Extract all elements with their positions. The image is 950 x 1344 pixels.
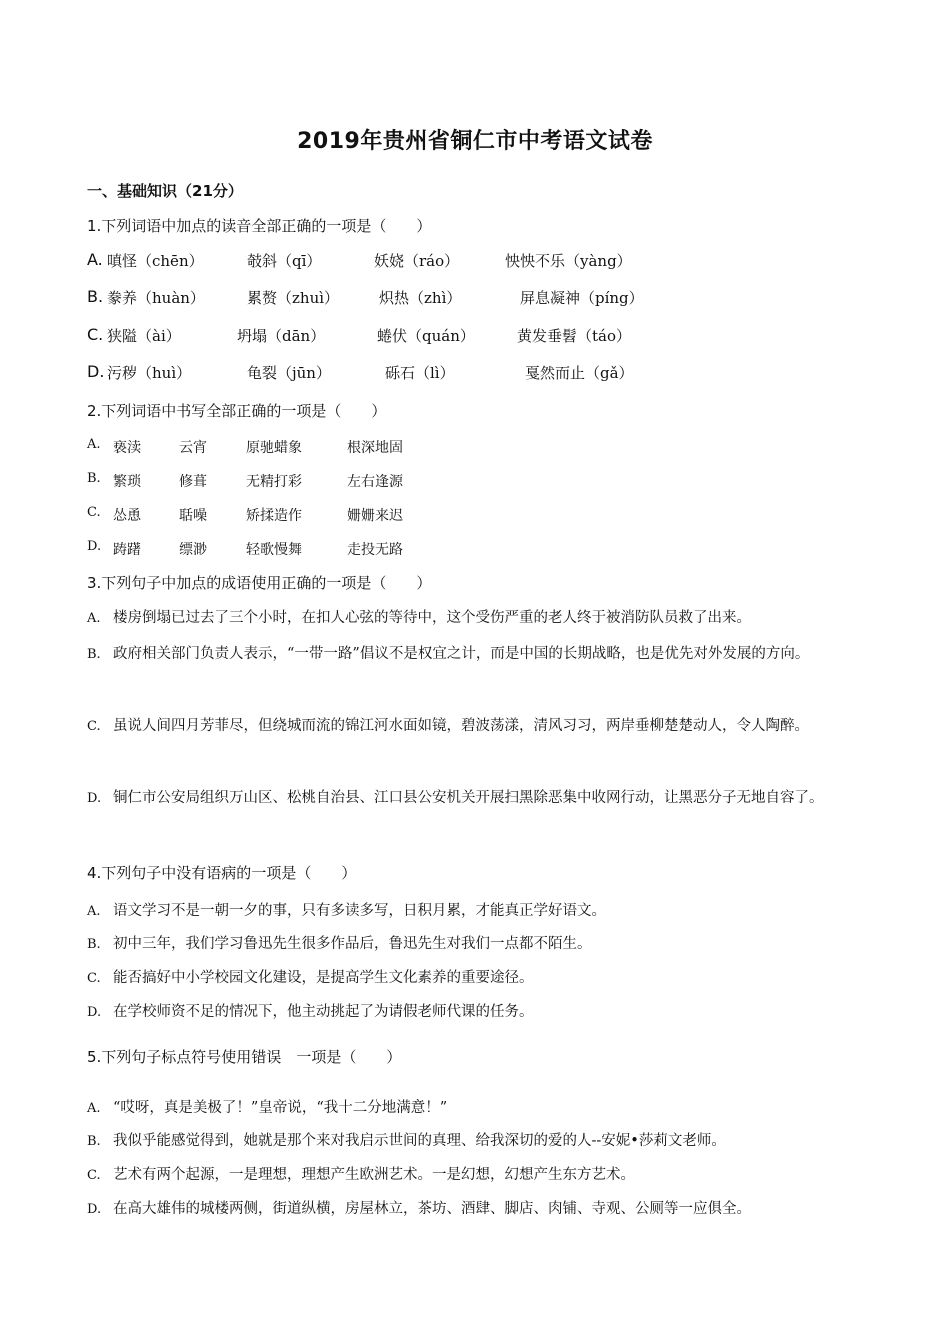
q2-c-word-4: 姗姗来迟 [347, 508, 403, 524]
question-5-stem: 5.下列句子标点符号使用错误 一项是（ ） [87, 1048, 402, 1066]
option-label: D. [87, 539, 102, 554]
q5-option-c[interactable] [87, 1163, 857, 1184]
q1-c-word-2: 坍塌（dān） [237, 327, 326, 345]
q5-option-a[interactable] [87, 1096, 857, 1117]
option-label: C. [87, 971, 101, 986]
q3-option-d[interactable] [87, 780, 852, 817]
q3-option-b[interactable] [87, 636, 852, 673]
q5-a-text: “哎呀，真是美极了！”皇帝说，“我十二分地满意！” [113, 1100, 448, 1116]
option-label: D. [87, 1005, 102, 1020]
page-title: 2019年贵州省铜仁市中考语文试卷 [297, 129, 653, 154]
q3-option-c[interactable] [87, 708, 852, 745]
q1-a-word-2: 攲斜（qī） [247, 252, 322, 270]
q2-a-word-2: 云宵 [179, 440, 207, 456]
q4-d-text: 在学校师资不足的情况下，他主动挑起了为请假老师代课的任务。 [113, 1004, 534, 1020]
q1-a-word-3: 妖娆（ráo） [374, 252, 460, 270]
q4-option-c[interactable] [87, 966, 857, 987]
q1-d-word-2: 龟裂（jūn） [247, 364, 331, 382]
q4-c-text: 能否搞好中小学校园文化建设，是提高学生文化素养的重要途径。 [113, 970, 534, 986]
question-1-stem: 1.下列词语中加点的读音全部正确的一项是（ ） [87, 217, 432, 235]
q4-option-b[interactable] [87, 932, 857, 953]
option-label: A. [87, 250, 103, 269]
question-2-stem: 2.下列词语中书写全部正确的一项是（ ） [87, 402, 387, 420]
q5-d-text: 在高大雄伟的城楼两侧，街道纵横，房屋林立，茶坊、酒肆、脚店、肉铺、寺观、公厕等一应俱全。 [113, 1201, 751, 1217]
q1-d-word-1: 污秽（huì） [107, 364, 192, 382]
q1-b-word-4: 屏息凝神（píng） [520, 289, 644, 307]
q2-d-word-1: 踌躇 [113, 542, 141, 558]
q2-c-word-3: 矫揉造作 [246, 508, 302, 524]
q3-option-a[interactable] [87, 600, 852, 637]
option-label: B. [87, 287, 104, 306]
option-label: C. [87, 325, 104, 344]
q2-d-word-2: 缥渺 [179, 542, 207, 558]
q2-b-word-2: 修葺 [179, 474, 207, 490]
q5-option-d[interactable] [87, 1197, 857, 1218]
q5-b-text: 我似乎能感觉得到，她就是那个来对我启示世间的真理、给我深切的爱的人--安妮•莎莉文老师。 [113, 1133, 726, 1149]
q1-c-word-1: 狭隘（ài） [107, 327, 181, 345]
question-4-stem: 4.下列句子中没有语病的一项是（ ） [87, 864, 357, 882]
q1-d-word-4: 戛然而止（gǎ） [525, 364, 634, 382]
option-label: C. [87, 719, 101, 734]
option-label: D. [87, 362, 105, 381]
option-label: B. [87, 1134, 101, 1149]
option-label: D. [87, 1202, 102, 1217]
q2-c-word-2: 聒噪 [179, 508, 207, 524]
q2-c-word-1: 怂恿 [113, 508, 141, 524]
q4-option-a[interactable] [87, 899, 857, 920]
q5-c-text: 艺术有两个起源，一是理想，理想产生欧洲艺术。一是幻想，幻想产生东方艺术。 [113, 1167, 635, 1183]
q2-a-word-4: 根深地固 [347, 440, 403, 456]
q2-d-word-3: 轻歌慢舞 [246, 542, 302, 558]
q2-b-word-3: 无精打彩 [246, 474, 302, 490]
q3-d-text: 铜仁市公安局组织万山区、松桃自治县、江口县公安机关开展扫黑除恶集中收网行动，让黑恶分子无地自容了。 [113, 790, 824, 806]
q4-b-text: 初中三年，我们学习鲁迅先生很多作品后，鲁迅先生对我们一点都不陌生。 [113, 936, 592, 952]
option-label: A. [87, 611, 101, 626]
question-3-stem: 3.下列句子中加点的成语使用正确的一项是（ ） [87, 574, 432, 592]
q4-option-d[interactable] [87, 1000, 857, 1021]
option-label: B. [87, 647, 101, 662]
q2-a-word-3: 原驰蜡象 [246, 440, 302, 456]
q3-b-text: 政府相关部门负责人表示，“一带一路”倡议不是权宜之计，而是中国的长期战略，也是优先对外发展的方向。 [113, 646, 810, 662]
q1-d-word-3: 砾石（lì） [385, 364, 455, 382]
q5-option-b[interactable] [87, 1129, 857, 1150]
q3-a-text: 楼房倒塌已过去了三个小时，在扣人心弦的等待中，这个受伤严重的老人终于被消防队员救了出来。 [113, 610, 751, 626]
q1-b-word-1: 豢养（huàn） [107, 289, 205, 307]
q1-a-word-1: 嗔怪（chēn） [107, 252, 204, 270]
q1-c-word-4: 黄发垂髫（táo） [517, 327, 632, 345]
q4-a-text: 语文学习不是一朝一夕的事，只有多读多写，日积月累，才能真正学好语文。 [113, 903, 606, 919]
option-label: B. [87, 937, 101, 952]
q2-d-word-4: 走投无路 [347, 542, 403, 558]
q1-c-word-3: 蜷伏（quán） [377, 327, 475, 345]
option-label: C. [87, 1168, 101, 1183]
option-label: A. [87, 1101, 101, 1116]
q2-b-word-1: 繁琐 [113, 474, 141, 490]
q1-b-word-3: 炽热（zhì） [379, 289, 462, 307]
q1-a-word-4: 怏怏不乐（yàng） [505, 252, 632, 270]
option-label: B. [87, 471, 101, 486]
q2-a-word-1: 亵渎 [113, 440, 141, 456]
option-label: C. [87, 505, 101, 520]
section-heading: 一、基础知识（21分） [87, 182, 243, 200]
q2-b-word-4: 左右逢源 [347, 474, 403, 490]
q3-c-text: 虽说人间四月芳菲尽，但绕城而流的锦江河水面如镜，碧波荡漾，清风习习，两岸垂柳楚楚动人，令人陶醉。 [113, 718, 809, 734]
option-label: D. [87, 791, 102, 806]
option-label: A. [87, 904, 101, 919]
option-label: A. [87, 437, 101, 452]
q1-b-word-2: 累赘（zhuì） [247, 289, 340, 307]
